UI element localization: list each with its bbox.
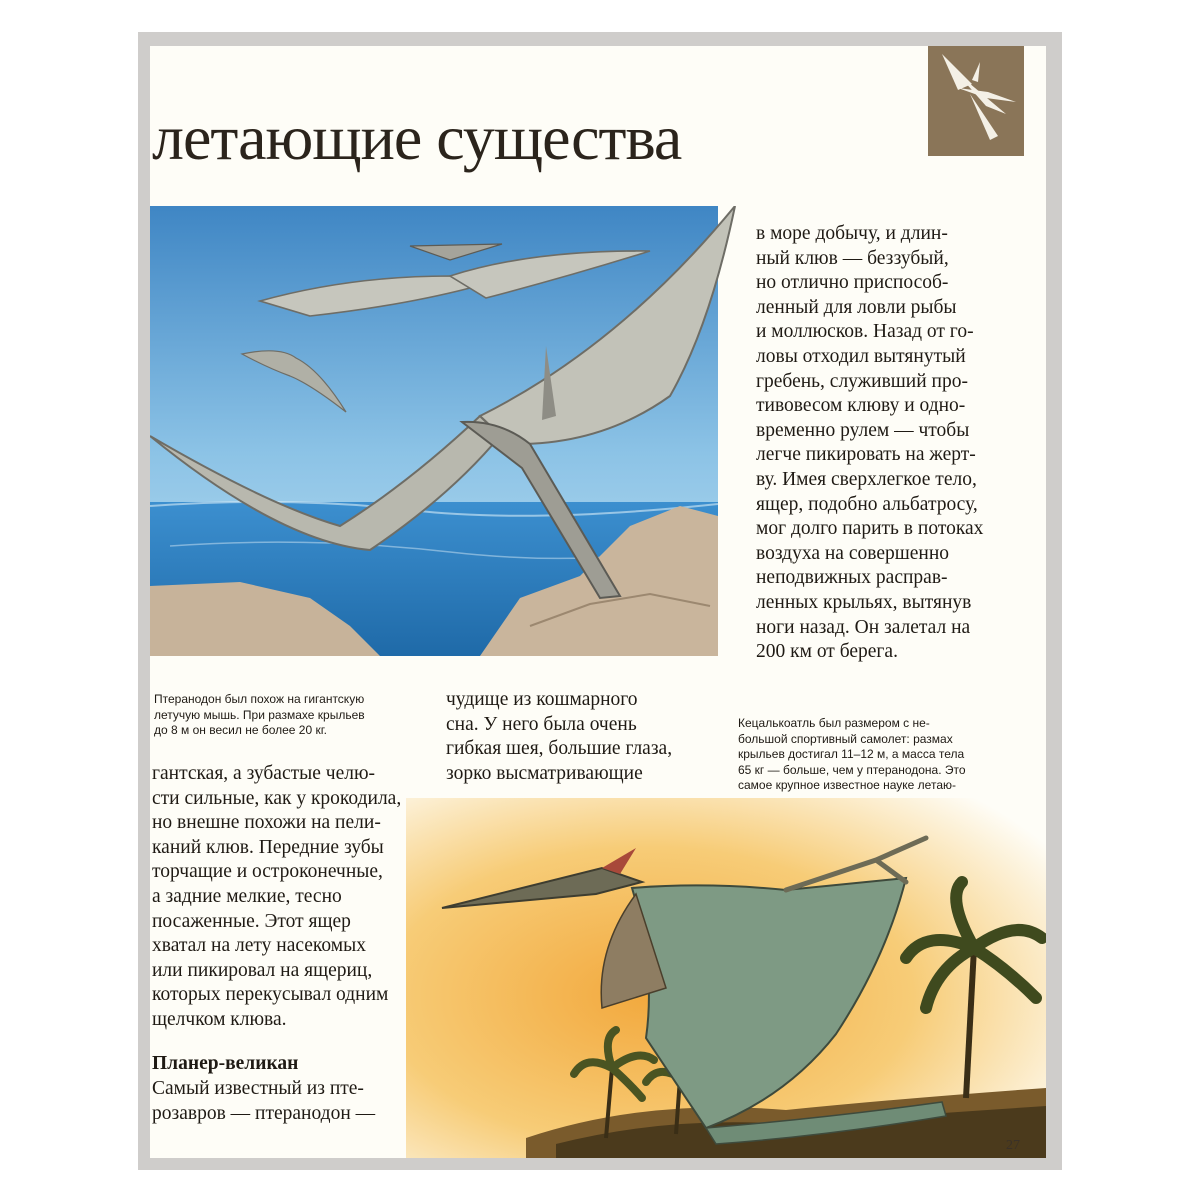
caption-quetzalcoatlus: Кецалькоатль был размером с не- большой спортивный самолет: размах крыльев достигал 11–12 м, а масса тела 65 кг — больше, чем у птеранодона. Это самое крупное известное науке летаю-: [738, 716, 966, 792]
page-number: 27: [1006, 1138, 1020, 1153]
body-text-middle-column: чудище из кошмарного сна. У него была очень гибкая шея, большие глаза, зорко высматривающие: [446, 689, 673, 784]
page-title: летающие существа: [152, 102, 682, 173]
section-emblem: [928, 46, 1024, 156]
book-page: [150, 46, 1046, 1158]
section-subheading: Планер-великан: [152, 1053, 299, 1074]
pteranodons-over-sea-image: [150, 206, 760, 676]
quetzalcoatlus-at-sunset-image: [406, 798, 1046, 1158]
body-text-left-bottom: Самый известный из пте- розавров — птеранодон —: [152, 1078, 376, 1124]
body-text-right-column: в море добычу, и длин- ный клюв — беззубый, но отлично приспособ- ленный для ловли рыбы и моллюсков. Назад от го- ловы отходил вытянутый гребень, служивший про- тивовесом клюву и одно- временно рулем — чтобы легче пикировать на жерт- ву. Имея сверхлегкое тело, ящер, подобно альбатросу, мог долго парить в потоках воздуха на совершенно неподвижных расправ- ленных крыльях, вытянув ноги назад. Он залетал на 200 км от берега.: [756, 223, 984, 663]
body-text-left-column: гантская, а зубастые челю- сти сильные, как у крокодила, но внешне похожи на пели- каний клюв. Передние зубы торчащие и остроконечные, а задние мелкие, тесно посаженные. Этот ящер хватал на лету насекомых или пикировал на ящериц, которых перекусывал одним щелчком клюва.: [152, 763, 402, 1030]
caption-pteranodon: Птеранодон был похож на гигантскую летучую мышь. При размахе крыльев до 8 м он весил не более 20 кг.: [154, 692, 365, 737]
pterosaur-silhouette-icon: [928, 46, 1024, 156]
